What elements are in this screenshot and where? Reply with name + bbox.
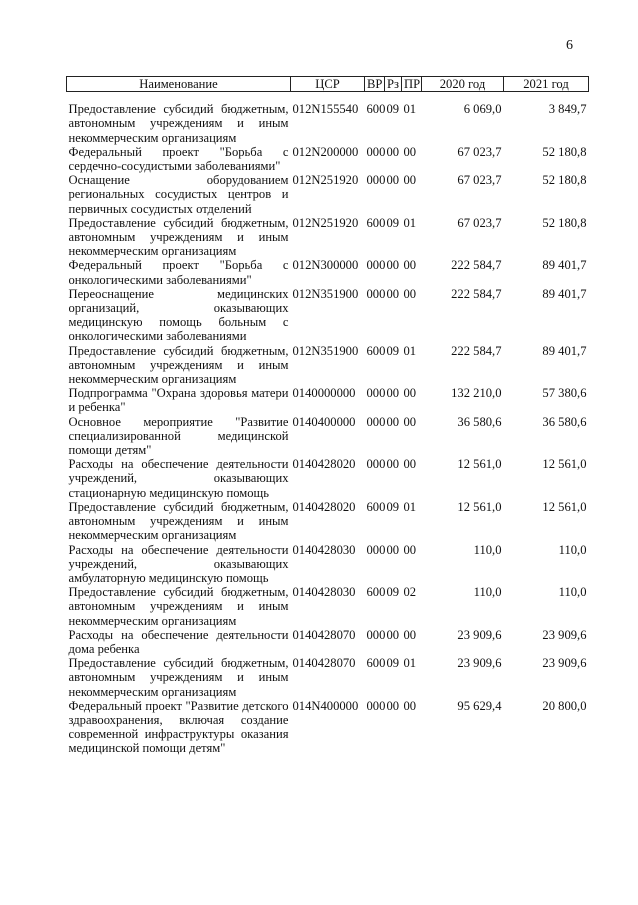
row-amount-2020: 95 629,4	[457, 698, 502, 713]
row-name: Предоставление субсидий бюджетным, автономным учреждениям и иным некоммерческим организациям	[68, 499, 289, 543]
table-row	[67, 656, 589, 699]
row-csr: 0140428020	[292, 499, 356, 514]
row-amount-2021: 12 561,0	[542, 457, 587, 472]
row-vr: 000	[366, 627, 386, 642]
row-csr: 012N155540	[292, 102, 359, 117]
row-rz: 00	[386, 542, 400, 557]
row-amount-2021: 52 180,8	[542, 144, 587, 159]
row-vr: 000	[366, 542, 386, 557]
table-row	[67, 628, 589, 656]
row-vr: 000	[366, 457, 386, 472]
row-pr: 00	[403, 144, 417, 159]
row-amount-2020: 110,0	[473, 585, 502, 600]
row-amount-2021: 57 380,6	[542, 386, 587, 401]
row-pr: 00	[403, 414, 417, 429]
row-vr: 000	[366, 286, 386, 301]
row-csr: 0140428070	[292, 656, 356, 671]
row-amount-2020: 132 210,0	[451, 386, 502, 401]
row-name: Основное мероприятие "Развитие специализированной медицинской помощи детям"	[68, 414, 289, 458]
table-header-row	[67, 77, 589, 92]
row-name: Федеральный проект "Борьба с сердечно-сосудистыми заболеваниями"	[68, 144, 289, 174]
header-pr: ПР	[402, 77, 422, 92]
row-csr: 0140428030	[292, 542, 356, 557]
row-rz: 00	[386, 414, 400, 429]
row-vr: 600	[366, 102, 386, 117]
row-amount-2020: 67 023,7	[457, 173, 502, 188]
row-pr: 01	[403, 343, 417, 358]
row-pr: 00	[403, 386, 417, 401]
row-rz: 00	[386, 386, 400, 401]
row-csr: 0140400000	[292, 414, 356, 429]
row-vr: 600	[366, 343, 386, 358]
header-rz: Рз	[385, 77, 402, 92]
table-row	[67, 173, 589, 216]
row-rz: 09	[386, 215, 400, 230]
row-pr: 01	[403, 215, 417, 230]
table-row	[67, 699, 589, 756]
row-amount-2021: 110,0	[558, 585, 587, 600]
row-rz: 09	[386, 499, 400, 514]
row-pr: 01	[403, 102, 417, 117]
row-amount-2020: 110,0	[473, 542, 502, 557]
row-rz: 00	[386, 286, 400, 301]
row-csr: 012N251920	[292, 173, 359, 188]
row-vr: 600	[366, 215, 386, 230]
row-rz: 00	[386, 258, 400, 273]
row-rz: 00	[386, 698, 400, 713]
row-csr: 0140000000	[292, 386, 356, 401]
row-vr: 000	[366, 173, 386, 188]
row-name: Предоставление субсидий бюджетным, автономным учреждениям и иным некоммерческим организациям	[68, 343, 289, 387]
row-pr: 00	[403, 698, 417, 713]
row-amount-2021: 36 580,6	[542, 414, 587, 429]
row-csr: 012N351900	[292, 286, 359, 301]
row-amount-2020: 222 584,7	[451, 258, 502, 273]
row-name: Федеральный проект "Борьба с онкологическими заболеваниями"	[68, 258, 289, 287]
table-row	[67, 415, 589, 458]
row-rz: 09	[386, 102, 400, 117]
row-rz: 00	[386, 457, 400, 472]
row-amount-2021: 52 180,8	[542, 173, 587, 188]
row-name: Расходы на обеспечение деятельности дома ребенка	[68, 627, 289, 656]
row-name: Оснащение оборудованием региональных сосудистых центров и первичных сосудистых отделений	[68, 173, 289, 216]
row-vr: 000	[366, 698, 386, 713]
row-amount-2020: 23 909,6	[457, 627, 502, 642]
row-rz: 09	[386, 585, 400, 600]
row-amount-2021: 20 800,0	[542, 698, 587, 713]
row-amount-2020: 36 580,6	[457, 414, 502, 429]
table-row	[67, 145, 589, 173]
row-amount-2021: 89 401,7	[542, 258, 587, 273]
row-vr: 000	[366, 414, 386, 429]
table-row	[67, 92, 589, 145]
row-csr: 0140428020	[292, 457, 356, 472]
row-name: Переоснащение медицинских организаций, оказывающих медицинскую помощь больным с онкологическими заболеваниями	[68, 286, 289, 344]
row-amount-2021: 3 849,7	[548, 102, 587, 117]
row-name: Предоставление субсидий бюджетным, автономным учреждениям и иным некоммерческим организациям	[68, 656, 289, 699]
table-body	[67, 92, 589, 756]
row-name: Предоставление субсидий бюджетным, автономным учреждениям и иным некоммерческим организациям	[68, 102, 289, 145]
row-amount-2020: 222 584,7	[451, 343, 502, 358]
row-amount-2020: 222 584,7	[451, 286, 502, 301]
table-row	[67, 344, 589, 387]
row-amount-2020: 67 023,7	[457, 144, 502, 159]
header-2021: 2021 год	[504, 77, 589, 92]
row-name: Федеральный проект "Развитие детского здравоохранения, включая создание современной инфраструктуры оказания медицинской помощи детям"	[68, 698, 289, 756]
row-vr: 000	[366, 258, 386, 273]
budget-table	[66, 76, 589, 756]
row-csr: 012N200000	[292, 144, 359, 159]
row-rz: 00	[386, 173, 400, 188]
header-name: Наименование	[67, 77, 291, 92]
row-pr: 00	[403, 173, 417, 188]
row-rz: 00	[386, 144, 400, 159]
row-amount-2020: 67 023,7	[457, 215, 502, 230]
row-pr: 00	[403, 627, 417, 642]
row-rz: 09	[386, 343, 400, 358]
row-amount-2021: 89 401,7	[542, 286, 587, 301]
row-amount-2020: 12 561,0	[457, 499, 502, 514]
row-csr: 012N351900	[292, 343, 359, 358]
row-pr: 00	[403, 457, 417, 472]
row-vr: 600	[366, 585, 386, 600]
table-row	[67, 216, 589, 259]
row-vr: 000	[366, 144, 386, 159]
row-amount-2020: 23 909,6	[457, 656, 502, 671]
row-amount-2021: 23 909,6	[542, 656, 587, 671]
page-number: 6	[566, 38, 573, 53]
table-row	[67, 543, 589, 586]
row-pr: 02	[403, 585, 417, 600]
row-pr: 01	[403, 499, 417, 514]
table-row	[67, 386, 589, 414]
header-vr: ВР	[365, 77, 385, 92]
table-row	[67, 585, 589, 628]
row-csr: 014N400000	[292, 698, 359, 713]
row-vr: 600	[366, 499, 386, 514]
row-amount-2021: 23 909,6	[542, 627, 587, 642]
row-pr: 01	[403, 656, 417, 671]
row-name: Расходы на обеспечение деятельности учреждений, оказывающих стационарную медицинскую помощь	[68, 457, 289, 500]
row-amount-2021: 89 401,7	[542, 343, 587, 358]
row-name: Подпрограмма "Охрана здоровья матери и ребенка"	[68, 386, 289, 415]
row-rz: 09	[386, 656, 400, 671]
table-row	[67, 500, 589, 543]
row-name: Предоставление субсидий бюджетным, автономным учреждениям и иным некоммерческим организациям	[68, 585, 289, 628]
header-csr: ЦСР	[291, 77, 365, 92]
row-pr: 00	[403, 542, 417, 557]
table-row	[67, 258, 589, 286]
row-csr: 012N251920	[292, 215, 359, 230]
row-csr: 0140428070	[292, 627, 356, 642]
row-rz: 00	[386, 627, 400, 642]
row-vr: 000	[366, 386, 386, 401]
row-amount-2020: 6 069,0	[463, 102, 502, 117]
row-amount-2021: 110,0	[558, 542, 587, 557]
row-pr: 00	[403, 258, 417, 273]
row-vr: 600	[366, 656, 386, 671]
row-amount-2021: 52 180,8	[542, 215, 587, 230]
row-csr: 0140428030	[292, 585, 356, 600]
row-name: Предоставление субсидий бюджетным, автономным учреждениям и иным некоммерческим организациям	[68, 215, 289, 259]
header-2020: 2020 год	[422, 77, 504, 92]
table-row	[67, 457, 589, 500]
row-amount-2020: 12 561,0	[457, 457, 502, 472]
row-csr: 012N300000	[292, 258, 359, 273]
row-name: Расходы на обеспечение деятельности учреждений, оказывающих амбулаторную медицинскую помощь	[68, 542, 289, 585]
row-pr: 00	[403, 286, 417, 301]
table-row	[67, 287, 589, 344]
row-amount-2021: 12 561,0	[542, 499, 587, 514]
